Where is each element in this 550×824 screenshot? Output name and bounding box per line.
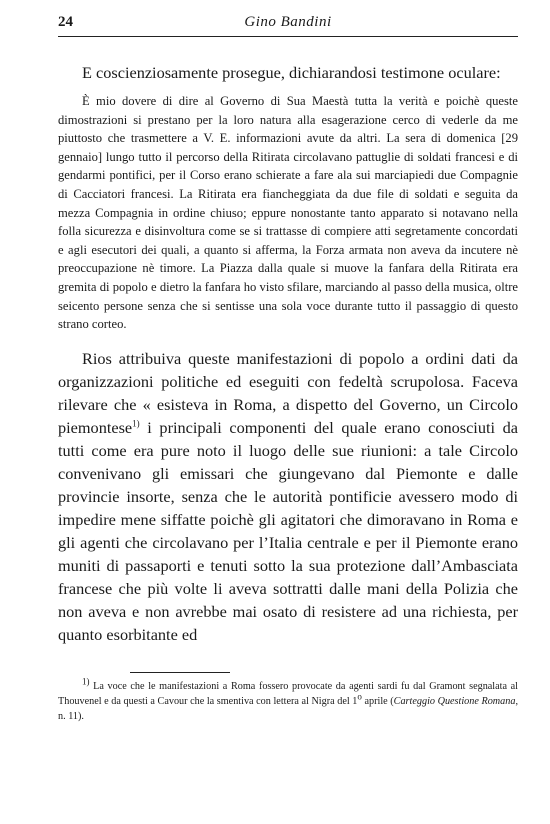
- page-number: 24: [58, 14, 73, 30]
- footnote-source: Carteggio Questione Romana: [393, 695, 516, 707]
- footnote-text-mid: aprile (: [361, 695, 394, 707]
- paragraph-intro: E coscienziosamente prosegue, dichiarandosi testimone oculare:: [82, 63, 501, 82]
- book-page: [58, 14, 518, 724]
- header-rule: [58, 36, 518, 37]
- footnote: [58, 676, 519, 724]
- paragraph-rios-continued: i principali componenti del quale erano conosciuti da tutti come era pure noto il luogo delle sue riunioni: a tale Circolo convenivano gli emissari che giungevano dal Piemonte e dalle provincie insorte, senza che le autorità pontificie avessero modo di impedire mene siffatte poichè gli agitatori che dimoravano in Roma e gli agenti che circolavano per l’Italia centrale e per il Piemonte erano muniti di passaporti e tenuti sotto la sua protezione dall’Ambasciata francese che più volte li aveva sottratti dalle mani della Polizia che non aveva e non avrebbe mai osato di resistere ad una richiesta, per quanto esorbitante ed: [58, 417, 518, 644]
- quoted-report: È mio dovere di dire al Governo di Sua Maestà tutta la verità e poichè queste dimostrazioni si prestano per la loro natura alla esagerazione cerco di vederle da me piuttosto che trasmettere a V. E. informazioni avute da altri. La sera di domenica [29 gennaio] lungo tutto il percorso della Ritirata circolavano pattuglie di soldati francesi e di gendarmi pontifici, per il Corso erano schierate a fare ala sui marciapiedi due Compagnie di Cacciatori francesi. La Ritirata era fiancheggiata da due file di soldati e seguita da mezza Compagnia in ordine chiuso; eppure nonostante tanto apparato si notavano nella folla sicurezza e disinvoltura come se si trattasse di compiere atti segretamente concordati e agli esecutori dei quali, a quanto si afferma, la Forza armata non aveva da incutere nè preoccupazione nè timore. La Piazza dalla quale si muove la fanfara della Ritirata era gremita di popolo e dietro la fanfara ho visto sfilare, marciando al passo della musica, oltre seicento persone senza che si sentisse una sola voce durante tutto il passaggio di questo strano corteo.: [58, 94, 518, 332]
- footnote-ordinal: o: [357, 691, 362, 702]
- footnote-rule: [130, 672, 230, 673]
- running-head: Gino Bandini: [244, 14, 332, 30]
- footnote-text-end: , n. 11).: [58, 695, 518, 722]
- paragraph-rios: [58, 347, 518, 646]
- page-header: [58, 14, 518, 34]
- paragraph-rios-text: Rios attribuiva queste manifestazioni di popolo a ordini dati da organizzazioni politiche ed eseguiti con fedeltà scrupolosa. Faceva rilevare che « esisteva in Roma, a dispetto del Governo, un Circolo piemontese: [58, 348, 518, 437]
- footnote-text: La voce che le manifestazioni a Roma fossero provocate da agenti sardi fu dal Gramont segnalata al Thouvenel e da questi a Cavour che la smentiva con lettera al Nigra del 1: [58, 680, 519, 707]
- footnote-mark: 1): [82, 676, 90, 687]
- footnote-ref: 1): [132, 418, 140, 429]
